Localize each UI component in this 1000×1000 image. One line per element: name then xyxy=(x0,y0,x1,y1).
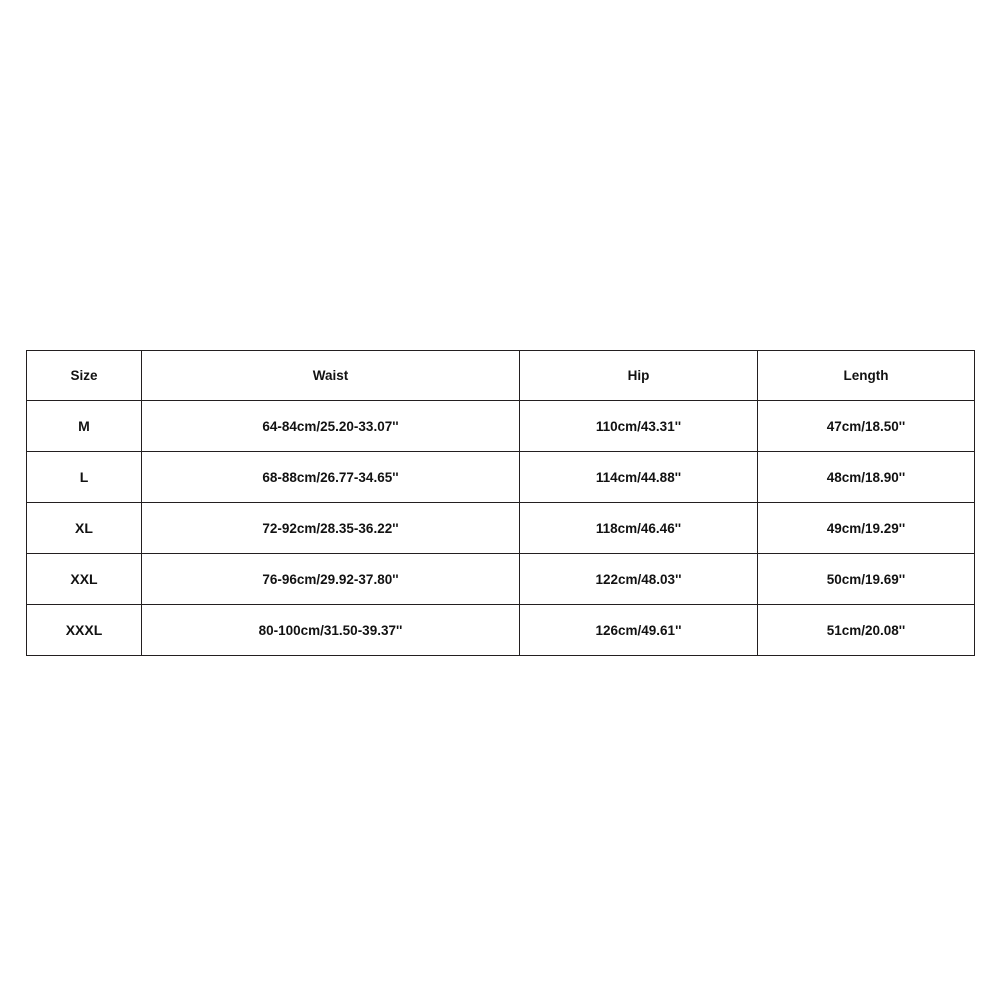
table-row xyxy=(27,452,975,503)
cell-size: L xyxy=(27,452,142,503)
size-chart-table xyxy=(26,350,975,656)
table-header-row xyxy=(27,351,975,401)
cell-length: 51cm/20.08'' xyxy=(758,605,975,656)
column-header-waist: Waist xyxy=(142,351,520,401)
cell-hip: 122cm/48.03'' xyxy=(520,554,758,605)
cell-hip: 118cm/46.46'' xyxy=(520,503,758,554)
cell-size: XXXL xyxy=(27,605,142,656)
cell-waist: 80-100cm/31.50-39.37'' xyxy=(142,605,520,656)
table-row xyxy=(27,503,975,554)
cell-length: 50cm/19.69'' xyxy=(758,554,975,605)
cell-size: M xyxy=(27,401,142,452)
cell-hip: 126cm/49.61'' xyxy=(520,605,758,656)
size-chart-body xyxy=(27,401,975,656)
table-row xyxy=(27,401,975,452)
size-chart-header xyxy=(27,351,975,401)
cell-waist: 72-92cm/28.35-36.22'' xyxy=(142,503,520,554)
cell-length: 47cm/18.50'' xyxy=(758,401,975,452)
cell-hip: 114cm/44.88'' xyxy=(520,452,758,503)
cell-waist: 68-88cm/26.77-34.65'' xyxy=(142,452,520,503)
cell-length: 49cm/19.29'' xyxy=(758,503,975,554)
column-header-hip: Hip xyxy=(520,351,758,401)
cell-waist: 76-96cm/29.92-37.80'' xyxy=(142,554,520,605)
table-row xyxy=(27,605,975,656)
cell-length: 48cm/18.90'' xyxy=(758,452,975,503)
size-chart-container xyxy=(26,350,974,656)
table-row xyxy=(27,554,975,605)
cell-size: XL xyxy=(27,503,142,554)
cell-size: XXL xyxy=(27,554,142,605)
column-header-length: Length xyxy=(758,351,975,401)
cell-waist: 64-84cm/25.20-33.07'' xyxy=(142,401,520,452)
cell-hip: 110cm/43.31'' xyxy=(520,401,758,452)
column-header-size: Size xyxy=(27,351,142,401)
